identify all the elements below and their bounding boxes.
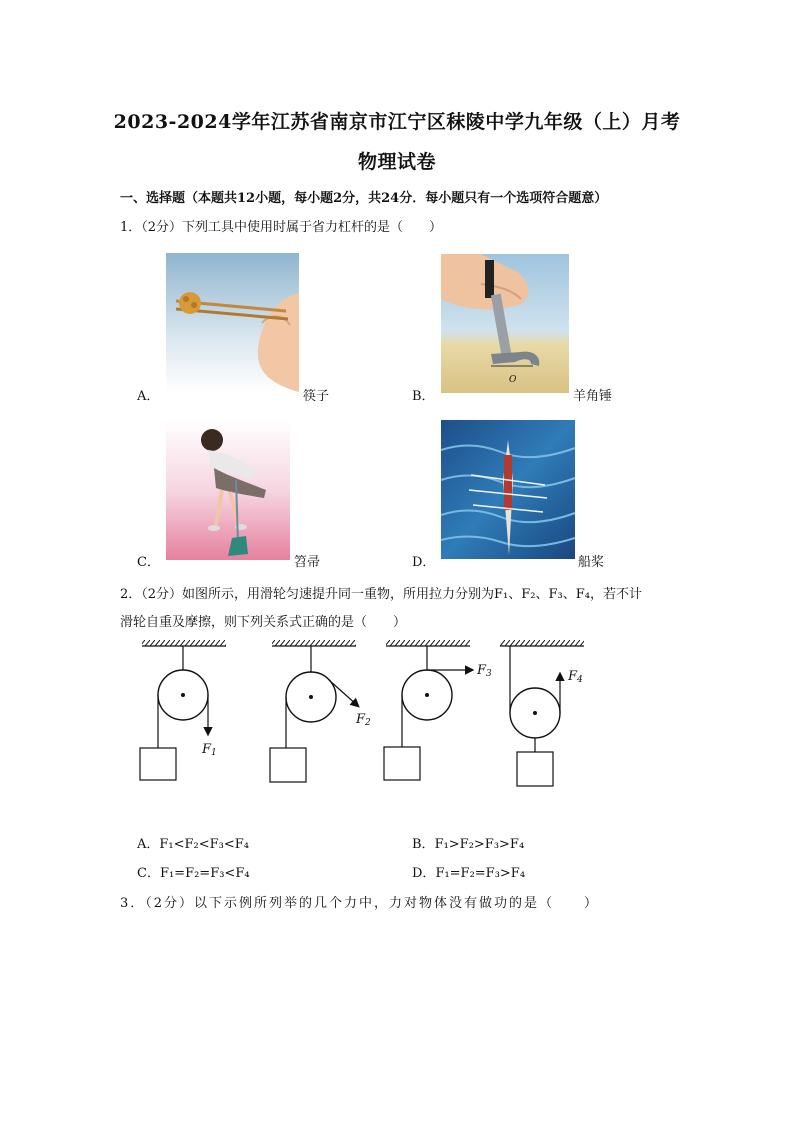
question-2-stem-line2: 滑轮自重及摩擦，则下列关系式正确的是（ ） xyxy=(120,615,407,630)
pivot-label-o: O xyxy=(509,375,517,385)
q2-option-d: D．F₁=F₂=F₃>F₄ xyxy=(412,866,526,881)
question-3-stem: 3．（2分）以下示例所列举的几个力中，力对物体没有做功的是（ ） xyxy=(120,896,600,911)
chopsticks-image xyxy=(166,253,299,392)
broom-image xyxy=(166,420,290,560)
q1-option-b-letter: B． xyxy=(412,389,435,404)
q1-option-d-label: 船桨 xyxy=(578,555,605,570)
force-label-f2: $F_2$ xyxy=(356,712,371,728)
q1-option-b-label: 羊角锤 xyxy=(573,389,613,404)
q1-option-c-letter: C． xyxy=(137,555,160,570)
pulley-2 xyxy=(270,640,358,782)
question-2-stem-line1: 2．（2分）如图所示，用滑轮匀速提升同一重物，所用拉力分别为F₁、F₂、F₃、F₄，若不计 xyxy=(120,587,642,602)
pulley-1 xyxy=(140,640,226,780)
q1-option-a-label: 筷子 xyxy=(303,389,330,404)
q1-option-a-letter: A． xyxy=(137,389,160,404)
q2-option-b: B．F₁>F₂>F₃>F₄ xyxy=(412,837,525,852)
q1-option-c-label: 笤帚 xyxy=(294,555,321,570)
force-label-f4: $F_4$ xyxy=(568,669,583,685)
q1-option-d-letter: D． xyxy=(412,555,436,570)
pulley-diagram xyxy=(130,634,600,794)
q2-option-a: A．F₁<F₂<F₃<F₄ xyxy=(137,837,249,852)
force-label-f1: $F_1$ xyxy=(202,742,217,758)
force-label-f3: $F_3$ xyxy=(477,663,492,679)
pulley-3 xyxy=(384,640,472,780)
section-heading: 一、选择题（本题共12小题，每小题2分，共24分．每小题只有一个选项符合题意） xyxy=(120,191,608,206)
page-subtitle: 物理试卷 xyxy=(357,151,436,173)
question-1-stem: 1．（2分）下列工具中使用时属于省力杠杆的是（ ） xyxy=(120,220,443,235)
pulley-4 xyxy=(500,640,584,786)
q2-option-c: C．F₁=F₂=F₃<F₄ xyxy=(137,866,250,881)
rowing-boat-image xyxy=(441,420,575,559)
page-title: 2023-2024学年江苏省南京市江宁区秣陵中学九年级（上）月考 xyxy=(113,111,681,133)
claw-hammer-image xyxy=(441,254,569,393)
